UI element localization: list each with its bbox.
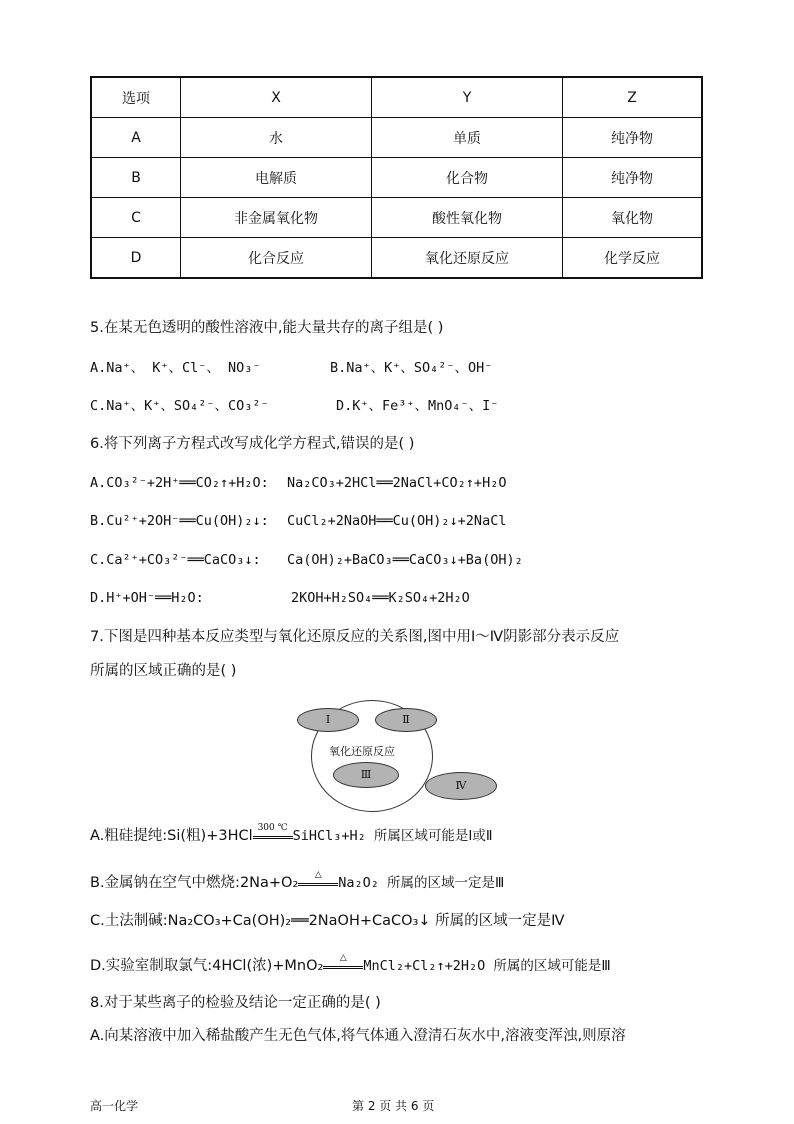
table-cell: 电解质 [181,158,372,198]
q5-option-a: A.Na⁺、 K⁺、Cl⁻、 NO₃⁻ [90,360,261,376]
region-i-ellipse [297,708,359,732]
table-cell: D [91,238,181,279]
q7-a-prefix: A.粗硅提纯:Si(粗)+3HCl [90,828,253,844]
table-cell: X [181,77,372,118]
reaction-condition: △ [314,870,322,880]
table-row [91,158,702,198]
q6-option-d-molecular: 2KOH+H₂SO₄══K₂SO₄+2H₂O [291,590,470,606]
table-cell: 化合物 [372,158,563,198]
question-6-stem: 6.将下列离子方程式改写成化学方程式,错误的是( ) [90,436,415,452]
question-7-stem-line1: 7.下图是四种基本反应类型与氧化还原反应的关系图,图中用Ⅰ～Ⅳ阴影部分表示反应 [90,629,620,645]
q7-d-suffix: MnCl₂+Cl₂↑+2H₂O 所属的区域可能是Ⅲ [363,958,611,974]
region-i-label: Ⅰ [325,713,331,726]
table-cell: 氧化还原反应 [372,238,563,279]
question-5-stem: 5.在某无色透明的酸性溶液中,能大量共存的离子组是( ) [90,320,444,336]
table-cell: 单质 [372,118,563,158]
table-cell: Z [563,77,703,118]
q7-b-prefix: B.金属钠在空气中燃烧:2Na+O₂ [90,875,299,891]
table-cell: 纯净物 [563,158,703,198]
q7-a-suffix: SiHCl₃+H₂ 所属区域可能是Ⅰ或Ⅱ [292,828,493,844]
region-iv-ellipse [425,772,497,800]
q7-d-prefix: D.实验室制取氯气:4HCl(浓)+MnO₂ [90,958,324,974]
table-cell: 纯净物 [563,118,703,158]
q8-option-a: A.向某溶液中加入稀盐酸产生无色气体,将气体通入澄清石灰水中,溶液变浑浊,则原溶 [90,1028,626,1044]
footer-subject: 高一化学 [90,1099,139,1113]
q6-option-b-molecular: CuCl₂+2NaOH══Cu(OH)₂↓+2NaCl [287,513,507,529]
reaction-arrow [253,823,293,845]
table-cell: Y [372,77,563,118]
region-iii-ellipse [333,762,399,788]
table-row [91,198,702,238]
q7-b-suffix: Na₂O₂ 所属的区域一定是Ⅲ [338,875,505,891]
redox-label: 氧化还原反应 [329,745,395,758]
region-iii-label: Ⅲ [360,768,372,781]
table-cell: B [91,158,181,198]
question-8-stem: 8.对于某些离子的检验及结论一定正确的是( ) [90,995,381,1011]
venn-diagram [295,700,515,815]
q7-option-d [90,953,611,976]
region-iv-label: Ⅳ [455,779,467,792]
q7-option-a [90,823,493,846]
q7-option-b [90,870,505,893]
table-cell: 化学反应 [563,238,703,279]
classification-table [90,76,703,279]
table-cell: 水 [181,118,372,158]
q5-option-b: B.Na⁺、K⁺、SO₄²⁻、OH⁻ [330,360,493,376]
region-ii-label: Ⅱ [402,713,410,726]
region-ii-ellipse [375,708,437,732]
table-cell: C [91,198,181,238]
table-cell: 选项 [91,77,181,118]
q5-option-d: D.K⁺、Fe³⁺、MnO₄⁻、I⁻ [336,398,499,414]
reaction-arrow [298,870,338,892]
q6-option-a-ionic: A.CO₃²⁻+2H⁺══CO₂↑+H₂O: [90,475,269,491]
q6-option-c-molecular: Ca(OH)₂+BaCO₃══CaCO₃↓+Ba(OH)₂ [287,552,523,568]
reaction-arrow [323,953,363,975]
q6-option-a-molecular: Na₂CO₃+2HCl══2NaCl+CO₂↑+H₂O [287,475,507,491]
table-cell: 化合反应 [181,238,372,279]
table-cell: 酸性氧化物 [372,198,563,238]
q6-option-c-ionic: C.Ca²⁺+CO₃²⁻══CaCO₃↓: [90,552,261,568]
q5-option-c: C.Na⁺、K⁺、SO₄²⁻、CO₃²⁻ [90,398,269,414]
q6-option-d-ionic: D.H⁺+OH⁻══H₂O: [90,590,204,606]
table-cell: A [91,118,181,158]
q6-option-b-ionic: B.Cu²⁺+2OH⁻══Cu(OH)₂↓: [90,513,269,529]
footer-page-number: 第 2 页 共 6 页 [352,1099,435,1113]
q7-option-c: C.土法制碱:Na₂CO₃+Ca(OH)₂══2NaOH+CaCO₃↓ 所属的区域一定是Ⅳ [90,913,565,929]
reaction-condition: 300 ℃ [257,823,288,833]
table-header-row [91,77,702,118]
question-7-stem-line2: 所属的区域正确的是( ) [90,663,237,679]
table-row [91,238,702,279]
table-cell: 氧化物 [563,198,703,238]
table-cell: 非金属氧化物 [181,198,372,238]
reaction-condition: △ [339,953,347,963]
table-row [91,118,702,158]
